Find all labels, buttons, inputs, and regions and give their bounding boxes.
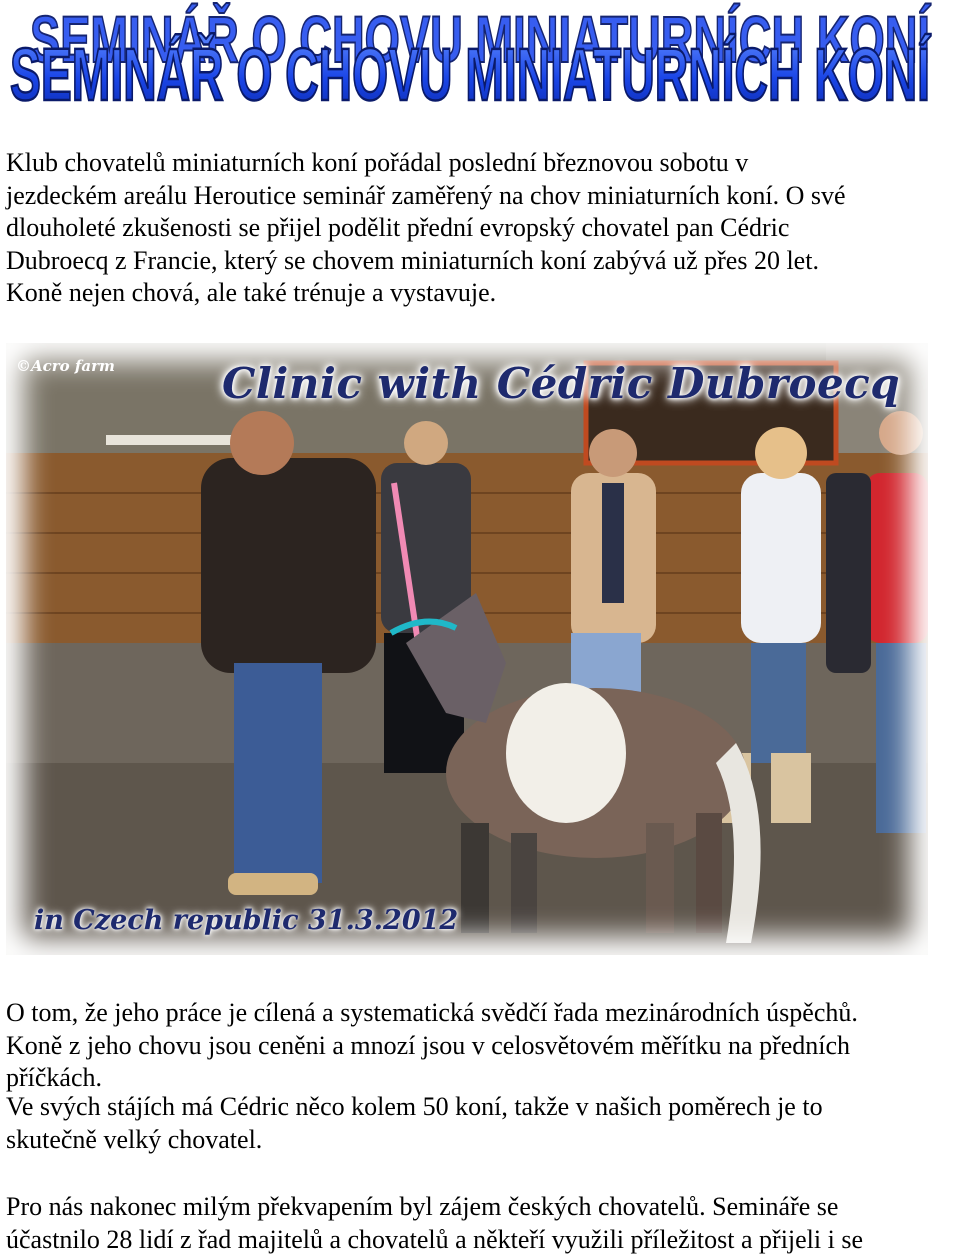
clinic-photo [6,343,928,955]
intro-line: Koně nejen chová, ale také trénuje a vystavuje. [6,277,946,310]
body-line: skutečně velký chovatel. [6,1124,946,1157]
intro-line: dlouholeté zkušenosti se přijel podělit přední evropský chovatel pan Cédric [6,212,946,245]
intro-paragraph [6,147,946,310]
body-line: účastnilo 28 lidí z řad majitelů a chovatelů a někteří využili příležitost a přijeli i se [6,1224,946,1256]
intro-line: Klub chovatelů miniaturních koní pořádal poslední březnovou sobotu v [6,147,946,180]
photo-caption-top: Clinic with Cédric Dubroecq [222,359,900,408]
photo-copyright: ©Acro farm [16,357,115,375]
body-line: O tom, že jeho práce je cílená a systematická svědčí řada mezinárodních úspěchů. [6,997,946,1030]
title-wordart [0,0,960,118]
banner-title: SEMINÁŘ O CHOVU MINIATURNÍCH KONÍ [10,33,932,116]
stable-paragraph [6,1091,946,1156]
page-title-banner [0,0,960,118]
body-line: Koně z jeho chovu jsou ceněni a mnozí jsou v celosvětovém měřítku na předních [6,1030,946,1063]
attendance-paragraph [6,1191,946,1256]
photo-illustration [6,343,928,955]
body-line: Ve svých stájích má Cédric něco kolem 50 koní, takže v našich poměrech je to [6,1091,946,1124]
body-line: Pro nás nakonec milým překvapením byl zájem českých chovatelů. Semináře se [6,1191,946,1224]
intro-line: jezdeckém areálu Heroutice seminář zaměřený na chov miniaturních koní. O své [6,180,946,213]
banner-title-shadow: SEMINÁŘ O CHOVU MINIATURNÍCH KONÍ [30,2,931,76]
achievements-paragraph [6,997,946,1095]
body-line: příčkách. [6,1062,946,1095]
photo-caption-bottom: in Czech republic 31.3.2012 [34,905,458,936]
intro-line: Dubroecq z Francie, který se chovem miniaturních koní zabývá už přes 20 let. [6,245,946,278]
